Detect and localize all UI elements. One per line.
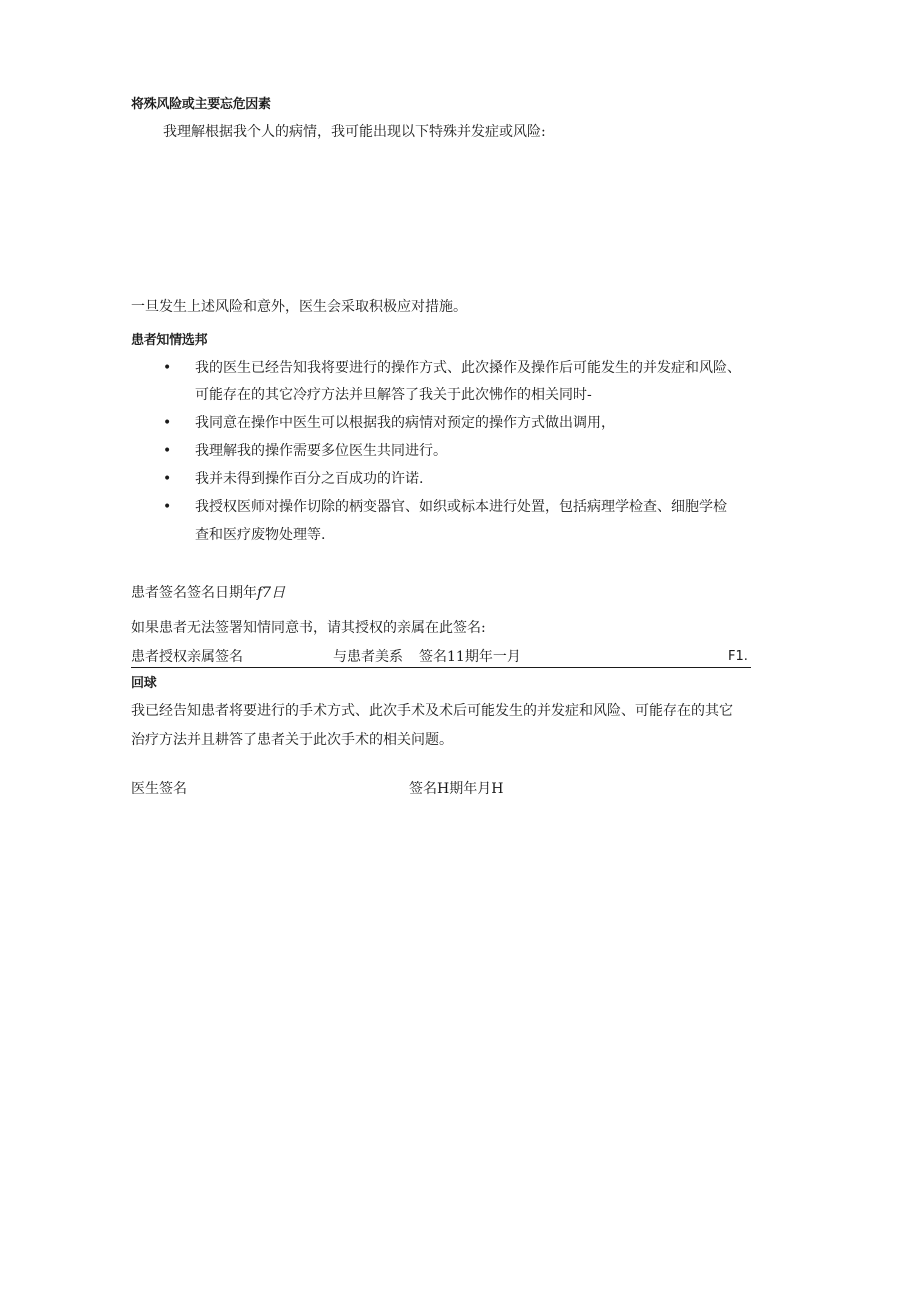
consent-heading: 患者知情选邦 [131, 333, 208, 348]
consent-item-2: 我同意在操作中医生可以根据我的病情对预定的操作方式做出调用， [195, 415, 615, 431]
doctor-signature-label: 医生签名 [131, 781, 187, 797]
bullet-marker: • [163, 471, 172, 487]
bullet-marker: • [163, 360, 172, 376]
relative-end-mark: F1. [728, 649, 748, 664]
relative-signature-label: 患者授权亲属签名 [131, 649, 243, 665]
relation-label: 与患者美系 [333, 649, 403, 665]
consent-item-1: 我的医生已经告知我将要进行的操作方式、此次搡作及操作后可能发生的并发症和风险、 [195, 360, 741, 376]
proxy-note: 如果患者无法签署知情同意书，请其授权的亲属在此签名: [131, 620, 486, 636]
bullet-marker: • [163, 415, 172, 431]
consent-item-4: 我并未得到操作百分之百成功的许诺. [195, 471, 424, 487]
bullet-marker: • [163, 443, 172, 459]
consent-item-5: 我授权医师对操作切除的柄变器官、如织或标本进行处置，包括病理学检查、细胞学检 [195, 499, 727, 515]
consent-item-3: 我理解我的操作需要多位医生共同进行。 [195, 443, 447, 459]
risk-heading: 将殊风险或主要忘危因素 [131, 97, 271, 112]
risk-closing: 一旦发生上述风险和意外，医生会采取积极应对措施。 [131, 299, 467, 315]
bullet-marker: • [163, 499, 172, 515]
relative-signature-row [131, 647, 751, 668]
risk-intro: 我理解根据我个人的病情，我可能出现以下特殊并发症或风险: [163, 124, 546, 140]
doctor-statement-line-2: 治疗方法并且耕答了患者关于此次手术的相关问题。 [131, 732, 453, 748]
relative-date-label: 签名11期年一月 [419, 649, 521, 665]
consent-item-5-cont: 查和医疗废物处理等. [195, 527, 326, 543]
doctor-statement-line-1: 我已经告知患者将要进行的手术方式、此次手术及术后可能发生的并发症和风险、可能存在的其它 [131, 703, 733, 719]
doctor-heading: 回球 [131, 676, 157, 691]
doctor-signature-date: 签名H期年月H [409, 781, 504, 797]
patient-signature-date-tail: f7日 [257, 585, 286, 601]
patient-signature-line [131, 583, 285, 603]
patient-signature-label: 患者签名签名日期年 [131, 585, 257, 601]
consent-item-1-cont: 可能存在的其它冷疗方法并旦解答了我关于此次怫作的相关同时- [195, 387, 592, 403]
